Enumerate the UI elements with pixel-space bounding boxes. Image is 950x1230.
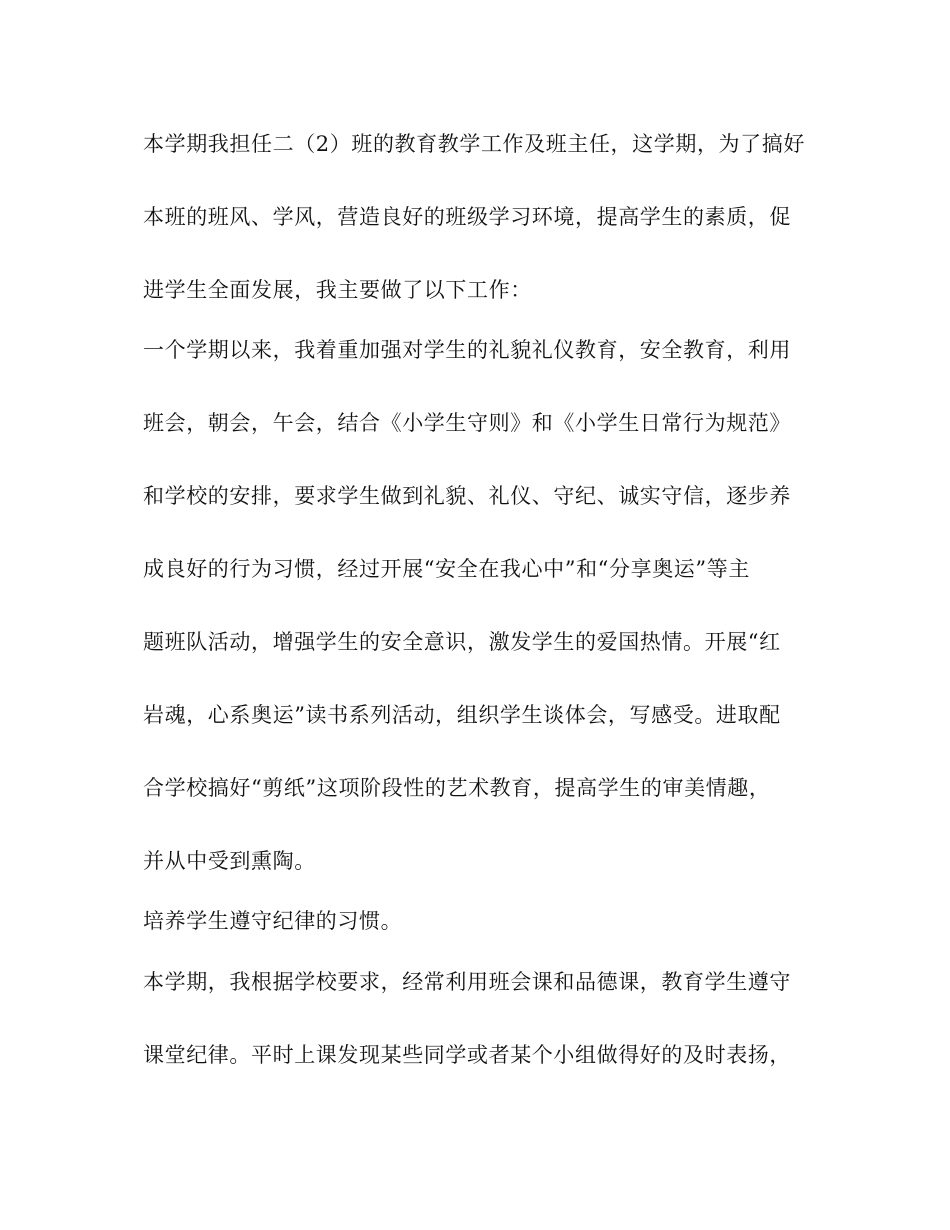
text-line: 本班的班风、学风，营造良好的班级学习环境，提高学生的素质，促 <box>143 205 791 229</box>
text-line: 岩魂，心系奥运”读书系列活动，组织学生谈体会，写感受。进取配 <box>143 703 781 727</box>
text-line: 合学校搞好“剪纸”这项阶段性的艺术教育，提高学生的审美情趣， <box>143 776 771 800</box>
text-line: 本学期，我根据学校要求，经常利用班会课和品德课，教育学生遵守 <box>143 970 791 994</box>
text-line: 和学校的安排，要求学生做到礼貌、礼仪、守纪、诚实守信，逐步养 <box>143 484 791 508</box>
text-line: 并从中受到熏陶。 <box>143 849 316 873</box>
text-line: 一个学期以来，我着重加强对学生的礼貌礼仪教育，安全教育，利用 <box>143 338 791 362</box>
text-line: 班会，朝会，午会，结合《小学生守则》和《小学生日常行为规范》 <box>143 411 791 435</box>
text-line: 培养学生遵守纪律的习惯。 <box>143 909 403 933</box>
text-line: 成良好的行为习惯，经过开展“安全在我心中”和“分享奥运”等主 <box>143 557 750 581</box>
text-line: 课堂纪律。平时上课发现某些同学或者某个小组做得好的及时表扬， <box>143 1043 791 1067</box>
text-line: 进学生全面发展，我主要做了以下工作： <box>143 278 532 302</box>
text-line: 题班队活动，增强学生的安全意识，激发学生的爱国热情。开展“红 <box>143 630 781 654</box>
text-line: 本学期我担任二（2）班的教育教学工作及班主任，这学期，为了搞好 <box>143 132 805 156</box>
